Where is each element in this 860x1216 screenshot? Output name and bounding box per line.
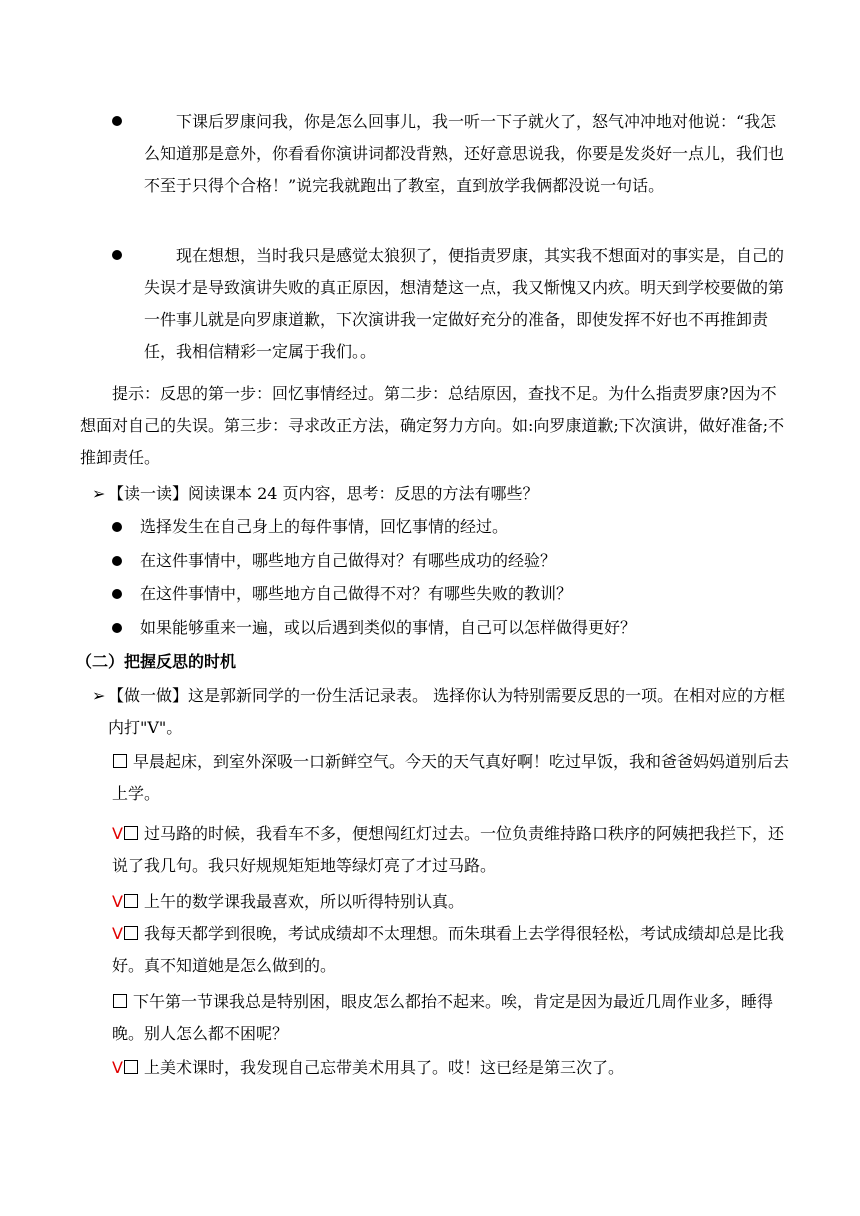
- checkbox[interactable]: [113, 754, 127, 768]
- check-mark: V: [112, 924, 123, 943]
- read-item: 选择发生在自己身上的每件事情，回忆事情的经过。: [112, 511, 792, 543]
- record-item: [112, 886, 792, 918]
- record-text: 下午第一节课我总是特别困，眼皮怎么都抬不起来。唉，肯定是因为最近几周作业多，睡得晚。别人怎么都不困呢？: [112, 992, 774, 1043]
- bullet-dot-icon: [112, 623, 122, 633]
- read-item: 在这件事情中，哪些地方自己做得对？有哪些成功的经验？: [112, 545, 792, 577]
- checkbox[interactable]: [124, 826, 138, 840]
- arrow-bullet-icon: ➢: [92, 484, 106, 503]
- check-mark: V: [112, 1058, 123, 1077]
- record-item: [112, 746, 792, 810]
- bullet-dot-icon: [112, 556, 122, 566]
- bullet-dot-icon: [112, 589, 122, 599]
- checkbox[interactable]: [124, 926, 138, 940]
- bullet-dot-icon: [112, 250, 122, 260]
- check-mark: V: [112, 824, 123, 843]
- record-text: 上美术课时，我发现自己忘带美术用具了。哎！这已经是第三次了。: [143, 1058, 624, 1077]
- do-title-text: 【做一做】这是郭新同学的一份生活记录表。 选择你认为特别需要反思的一项。在相对应的方框内打"V"。: [108, 686, 786, 737]
- bullet-dot-icon: [112, 522, 122, 532]
- story-paragraph: 现在想想，当时我只是感觉太狼狈了，便指责罗康，其实我不想面对的事实是，自己的失误才是导致演讲失败的真正原因，想清楚这一点，我又惭愧又内疚。明天到学校要做的第一件事儿就是向罗康道歉，下次演讲我一定做好充分的准备，即使发挥不好也不再推卸责任，我相信精彩一定属于我们。。: [144, 246, 785, 361]
- section-heading: （二）把握反思的时机: [76, 652, 237, 671]
- read-item: 如果能够重来一遍，或以后遇到类似的事情，自己可以怎样做得更好？: [112, 612, 792, 644]
- read-section-title: [92, 478, 792, 510]
- record-item: [112, 1052, 792, 1084]
- do-section-title: [92, 680, 792, 744]
- checkbox[interactable]: [124, 894, 138, 908]
- record-text: 过马路的时候，我看车不多，便想闯红灯过去。一位负责维持路口秩序的阿姨把我拦下，还说了我几句。我只好规规矩矩地等绿灯亮了才过马路。: [112, 824, 784, 875]
- record-item: [112, 918, 792, 982]
- checkbox[interactable]: [124, 1060, 138, 1074]
- checkbox[interactable]: [113, 994, 127, 1008]
- tip-paragraph: 提示：反思的第一步：回忆事情经过。第二步：总结原因，查找不足。为什么指责罗康?因为不想面对自己的失误。第三步：寻求改正方法，确定努力方向。如:向罗康道歉;下次演讲，做好准备;不推卸责任。: [80, 384, 785, 467]
- story-bullet-1: [112, 106, 792, 202]
- read-item: 在这件事情中，哪些地方自己做得不对？有哪些失败的教训？: [112, 578, 792, 610]
- record-text: 早晨起床，到室外深吸一口新鲜空气。今天的天气真好啊！吃过早饭，我和爸爸妈妈道别后去上学。: [112, 752, 790, 803]
- arrow-bullet-icon: ➢: [92, 686, 106, 705]
- record-text: 上午的数学课我最喜欢，所以听得特别认真。: [143, 892, 464, 911]
- read-title-text: 【读一读】阅读课本 24 页内容，思考：反思的方法有哪些？: [108, 484, 539, 503]
- check-mark: V: [112, 892, 123, 911]
- story-bullet-2: [112, 240, 792, 368]
- bullet-dot-icon: [112, 116, 122, 126]
- story-paragraph: 下课后罗康问我，你是怎么回事儿，我一听一下子就火了，怒气冲冲地对他说：“我怎么知道那是意外，你看看你演讲词都没背熟，还好意思说我，你要是发炎好一点儿，我们也不至于只得个合格！”说完我就跑出了教室，直到放学我俩都没说一句话。: [144, 112, 785, 195]
- record-item: [112, 818, 792, 882]
- record-text: 我每天都学到很晚，考试成绩却不太理想。而朱琪看上去学得很轻松，考试成绩却总是比我好。真不知道她是怎么做到的。: [112, 924, 784, 975]
- record-item: [112, 986, 792, 1050]
